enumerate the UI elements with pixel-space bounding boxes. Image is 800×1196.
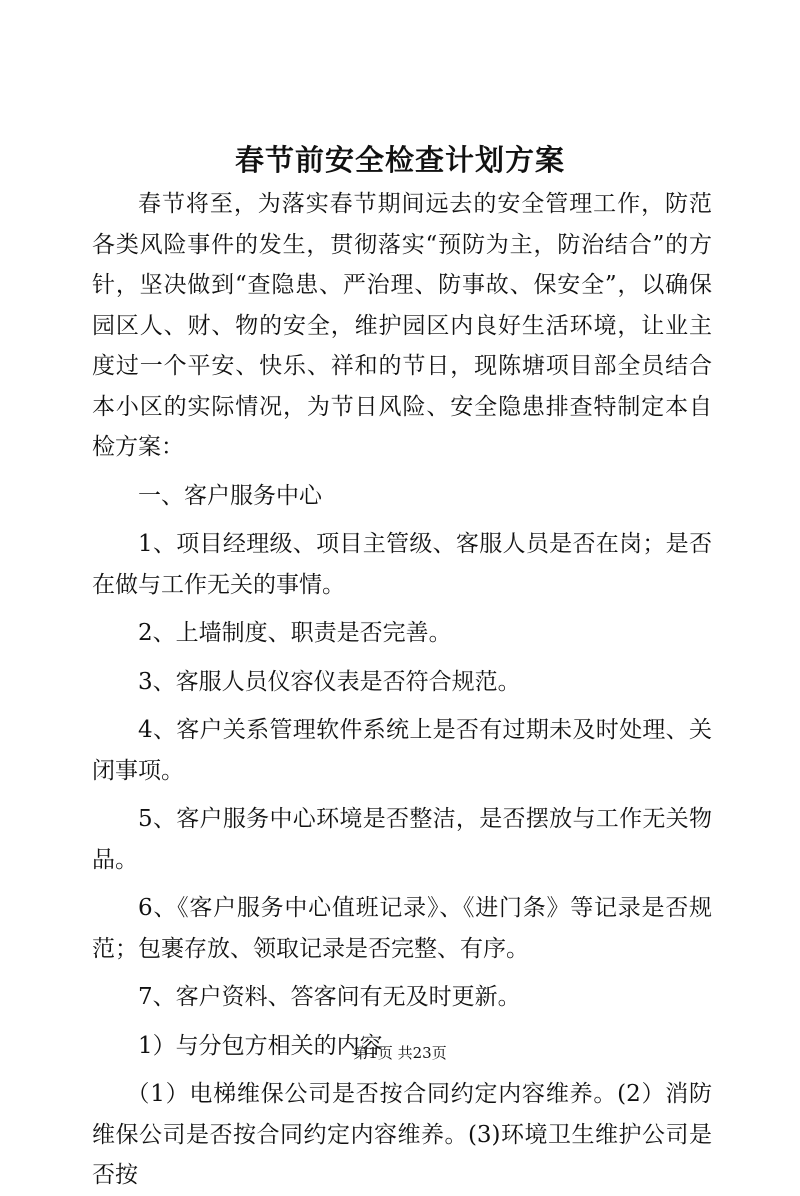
- list-item: 2、上墙制度、职责是否完善。: [138, 620, 452, 646]
- list-item: 5、客户服务中心环境是否整洁，是否摆放与工作无关物品。: [92, 806, 712, 873]
- list-item: 6、《客户服务中心值班记录》、《进门条》等记录是否规范；包裹存放、领取记录是否完整、有序。: [92, 895, 712, 962]
- list-item: 4、客户关系管理软件系统上是否有过期未及时处理、关闭事项。: [92, 717, 712, 784]
- page-number: 第1页 共23页: [353, 1044, 447, 1062]
- intro-paragraph: 春节将至，为落实春节期间远去的安全管理工作，防范各类风险事件的发生，贯彻落实“预防为主，防治结合”的方针，坚决做到“查隐患、严治理、防事故、保安全”，以确保园区人、财、物的安全，维护园区内良好生活环境，让业主度过一个平安、快乐、祥和的节日，现陈塘项目部全员结合本小区的实际情况，为节日风险、安全隐患排查特制定本自检方案：: [92, 191, 712, 460]
- list-item: 3、客服人员仪容仪表是否符合规范。: [138, 668, 521, 695]
- list-item: 7、客户资料、答客问有无及时更新。: [138, 984, 521, 1010]
- section-heading: 一、客户服务中心: [138, 482, 322, 509]
- list-item: 1、项目经理级、项目主管级、客服人员是否在岗；是否在做与工作无关的事情。: [92, 531, 712, 598]
- list-item: （1）电梯维保公司是否按合同约定内容维养。(2）消防维保公司是否按合同约定内容维养。(3)环境卫生维护公司是否按: [92, 1081, 712, 1188]
- document-title: 春节前安全检查计划方案: [234, 143, 565, 177]
- subsection-heading: 1）与分包方相关的内容: [138, 1032, 383, 1059]
